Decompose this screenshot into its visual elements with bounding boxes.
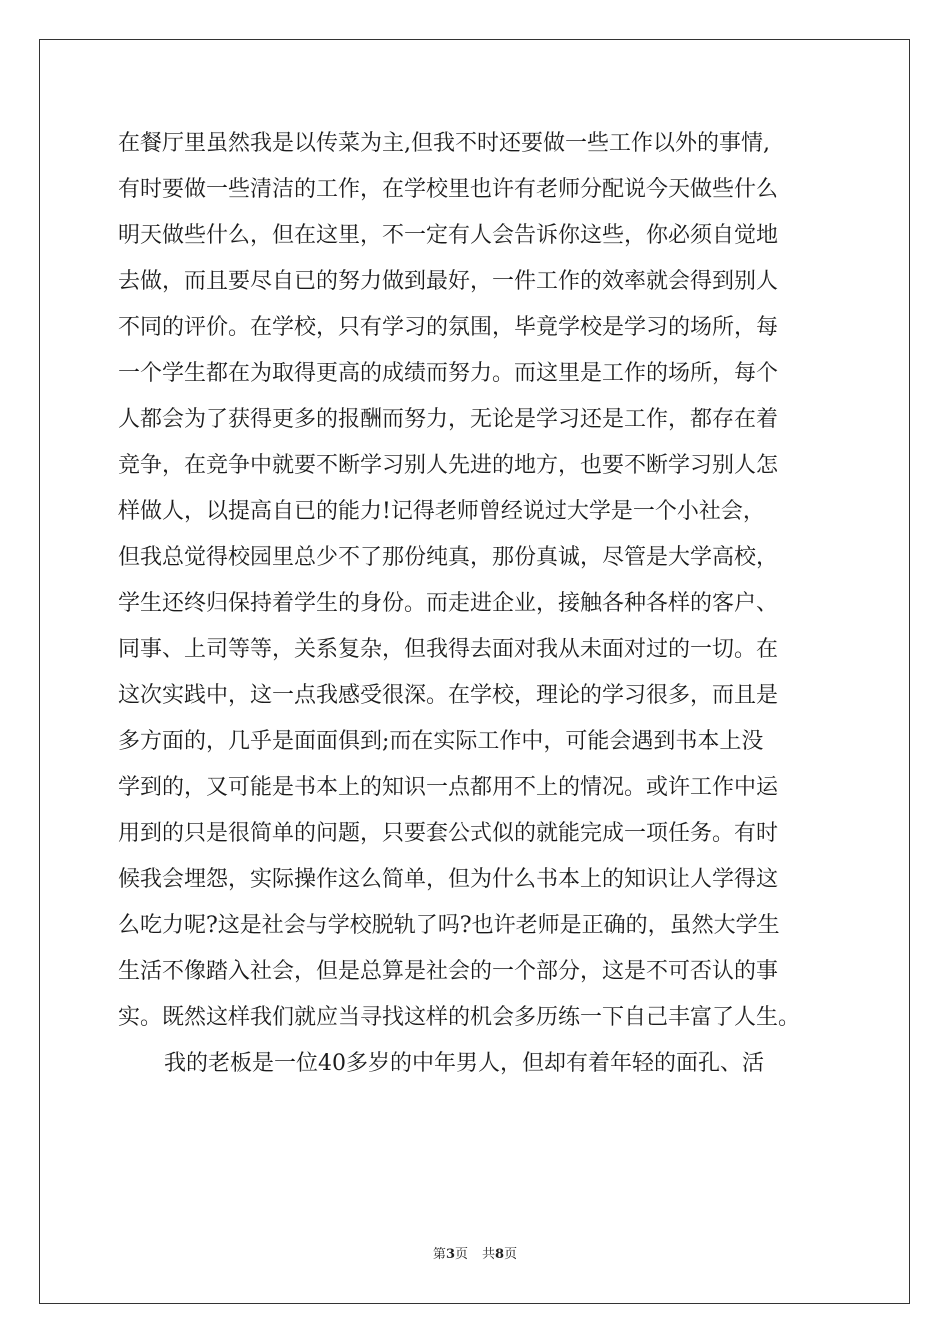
page-unit: 页: [454, 1247, 468, 1262]
text-line: 但我总觉得校园里总少不了那份纯真，那份真诚，尽管是大学高校，: [118, 545, 779, 570]
text-line: 在餐厅里虽然我是以传菜为主,但我不时还要做一些工作以外的事情,: [118, 131, 770, 156]
text-line: 明天做些什么，但在这里，不一定有人会告诉你这些，你必须自觉地: [118, 223, 779, 248]
text-line: 学到的，又可能是书本上的知识一点都用不上的情况。或许工作中运: [118, 775, 779, 800]
paragraph-start-line: 我的老板是一位40多岁的中年男人，但却有着年轻的面孔、活: [164, 1051, 764, 1076]
text-line: 这次实践中，这一点我感受很深。在学校，理论的学习很多，而且是: [118, 683, 779, 708]
text-line: 学生还终归保持着学生的身份。而走进企业，接触各种各样的客户、: [118, 591, 779, 616]
text-line: 生活不像踏入社会，但是总算是社会的一个部分，这是不可否认的事: [118, 959, 779, 984]
text-line: 多方面的，几乎是面面俱到;而在实际工作中，可能会遇到书本上没: [118, 729, 764, 754]
text-line: 候我会埋怨，实际操作这么简单，但为什么书本上的知识让人学得这: [118, 867, 779, 892]
total-unit: 页: [504, 1247, 518, 1262]
page-total: 8: [495, 1247, 505, 1262]
total-prefix: 共: [482, 1247, 496, 1262]
text-line: 人都会为了获得更多的报酬而努力，无论是学习还是工作，都存在着: [118, 407, 779, 432]
text-line: 去做，而且要尽自已的努力做到最好，一件工作的效率就会得到别人: [118, 269, 779, 294]
text-line: 样做人，以提高自已的能力!记得老师曾经说过大学是一个小社会，: [118, 499, 765, 524]
text-line: 同事、上司等等，关系复杂，但我得去面对我从未面对过的一切。在: [118, 637, 779, 662]
text-line: 用到的只是很简单的问题，只要套公式似的就能完成一项任务。有时: [118, 821, 779, 846]
text-line: 一个学生都在为取得更高的成绩而努力。而这里是工作的场所，每个: [118, 361, 779, 386]
text-line: 竞争，在竞争中就要不断学习别人先进的地方，也要不断学习别人怎: [118, 453, 779, 478]
page-prefix: 第: [432, 1247, 446, 1262]
text-line: 有时要做一些清洁的工作，在学校里也许有老师分配说今天做些什么: [118, 177, 779, 202]
text-line: 实。既然这样我们就应当寻找这样的机会多历练一下自己丰富了人生。: [118, 1005, 801, 1030]
text-line: 不同的评价。在学校，只有学习的氛围，毕竟学校是学习的场所，每: [118, 315, 779, 340]
text-line: 么吃力呢?这是社会与学校脱轨了吗?也许老师是正确的，虽然大学生: [118, 913, 780, 938]
body-text: [118, 121, 843, 1087]
page-footer: [0, 1243, 950, 1262]
page-current: 3: [445, 1247, 455, 1262]
